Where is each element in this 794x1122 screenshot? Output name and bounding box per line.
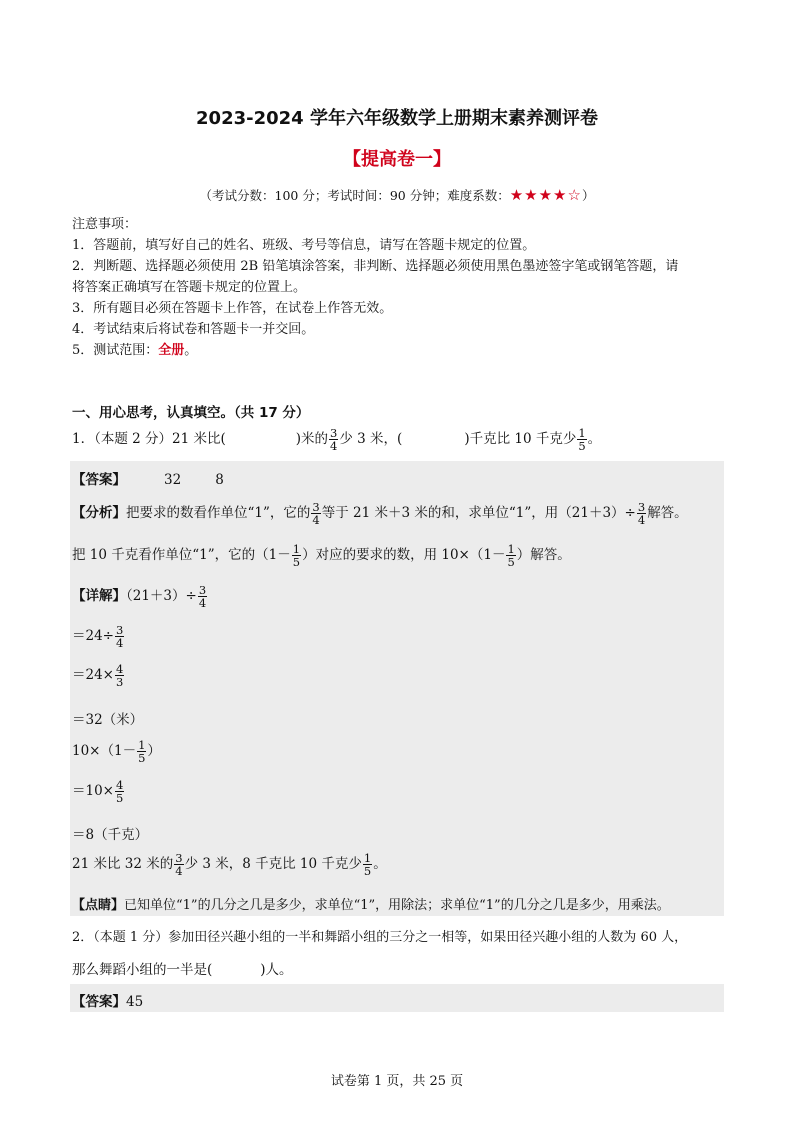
exam-info — [0, 186, 794, 204]
fraction: $\frac{1}{5}$ — [292, 542, 301, 569]
detail-line — [72, 584, 208, 609]
notes-item-5-prefix: 5．测试范围： — [72, 343, 159, 358]
page-title: 2023-2024 学年六年级数学上册期末素养测评卷 — [196, 108, 598, 129]
answer-value: 45 — [126, 994, 144, 1010]
fraction: $\frac{3}{4}$ — [312, 500, 320, 527]
notes-block — [72, 214, 678, 361]
q1-text: 1．（本题 2 分）21 米比( — [72, 431, 226, 447]
q1-analysis — [72, 501, 688, 526]
analysis-text: ）对应的要求的数，用 10×（1－ — [302, 547, 506, 563]
detail-line — [72, 624, 125, 649]
q1-solution-box — [70, 461, 724, 916]
detail-text: （21＋3）÷ — [126, 588, 197, 604]
q1-text: 。 — [587, 431, 602, 447]
section-heading: 一、用心思考，认真填空。（共 17 分） — [72, 405, 310, 421]
detail-text: ＝10× — [72, 783, 114, 799]
q1-analysis-2 — [72, 543, 571, 568]
analysis-text: 等于 21 米＋3 米的和，求单位“1”，用（21＋3）÷ — [321, 505, 636, 521]
detail-line: ＝8（千克） — [72, 827, 149, 843]
analysis-text: 把 10 千克看作单位“1”，它的（1－ — [72, 547, 291, 563]
q2-answer — [72, 990, 143, 1010]
fraction: $\frac{3}{4}$ — [116, 623, 124, 650]
notes-item-5 — [72, 340, 678, 361]
answer-value: 8 — [215, 472, 224, 488]
answer-label: 【答案】 — [72, 994, 126, 1010]
notes-item: 2．判断题、选择题必须使用 2B 铅笔填涂答案，非判断、选择题必须使用黑色墨迹签字笔或钢笔答题，请 — [72, 259, 679, 274]
conclusion-text: 21 米比 32 米的 — [72, 856, 174, 872]
question-2-line-2 — [72, 958, 293, 978]
detail-text: ＝24× — [72, 667, 114, 683]
answer-value: 32 — [164, 472, 182, 488]
page-subtitle: 【提高卷一】 — [343, 149, 451, 170]
difficulty-stars-filled: ★★★★ — [509, 186, 568, 204]
conclusion-text: 少 3 米，8 千克比 10 千克少 — [184, 856, 362, 872]
analysis-text: 把要求的数看作单位“1”，它的 — [126, 505, 311, 521]
analysis-label: 【分析】 — [72, 505, 126, 521]
conclusion-text: 。 — [373, 856, 387, 872]
detail-text: ＝24÷ — [72, 628, 114, 644]
notes-item: 1．答题前，填写好自己的姓名、班级、考号等信息，请写在答题卡规定的位置。 — [72, 238, 536, 253]
fraction: $\frac{3}{4}$ — [330, 426, 338, 453]
fraction: $\frac{4}{3}$ — [116, 662, 124, 689]
analysis-text: ）解答。 — [516, 547, 571, 563]
notes-item-5-suffix: 。 — [184, 343, 198, 358]
question-1 — [72, 427, 601, 452]
detail-label: 【详解】 — [72, 588, 126, 604]
answer-label: 【答案】 — [72, 472, 126, 488]
scope-highlight: 全册 — [158, 343, 185, 358]
fraction: $\frac{1}{5}$ — [507, 542, 515, 569]
fraction: $\frac{3}{4}$ — [637, 500, 646, 527]
fraction: $\frac{1}{5}$ — [138, 738, 146, 765]
detail-text: ） — [147, 743, 161, 759]
q1-text: 少 3 米，( — [339, 431, 403, 447]
notes-heading: 注意事项： — [72, 217, 138, 232]
difficulty-stars-empty: ☆ — [567, 186, 582, 204]
q2-text: 那么舞蹈小组的一半是( — [72, 962, 213, 978]
fraction: $\frac{1}{5}$ — [363, 851, 372, 878]
point-label: 【点睛】 — [72, 898, 125, 913]
analysis-text: 解答。 — [647, 505, 688, 521]
fraction: $\frac{3}{4}$ — [175, 851, 183, 878]
detail-line: ＝32（米） — [72, 712, 144, 728]
q2-text: )人。 — [260, 962, 293, 978]
detail-text: 10×（1－ — [72, 743, 137, 759]
notes-item: 3．所有题目必须在答题卡上作答，在试卷上作答无效。 — [72, 301, 393, 316]
q1-conclusion — [72, 852, 387, 877]
q2-solution-box — [70, 984, 724, 1012]
exam-info-suffix: ） — [581, 188, 595, 203]
fraction: $\frac{4}{5}$ — [116, 778, 124, 805]
q1-text: )千克比 10 千克少 — [464, 431, 577, 447]
page-footer: 试卷第 1 页，共 25 页 — [330, 1074, 464, 1089]
q1-point — [72, 894, 670, 913]
question-2-line-1: 2．（本题 1 分）参加田径兴趣小组的一半和舞蹈小组的三分之一相等，如果田径兴趣小组的人数为 60 人， — [72, 930, 688, 945]
fraction: $\frac{1}{5}$ — [578, 426, 586, 453]
notes-item: 4．考试结束后将试卷和答题卡一并交回。 — [72, 322, 315, 337]
notes-item: 将答案正确填写在答题卡规定的位置上。 — [72, 280, 307, 295]
exam-info-text: （考试分数：100 分；考试时间：90 分钟；难度系数： — [199, 188, 510, 203]
detail-line — [72, 663, 125, 688]
point-text: 已知单位“1”的几分之几是多少，求单位“1”，用除法；求单位“1”的几分之几是多少，用乘法。 — [124, 898, 670, 913]
q1-text: )米的 — [295, 431, 329, 447]
detail-line — [72, 739, 161, 764]
fraction: $\frac{3}{4}$ — [198, 583, 207, 610]
q1-answer — [72, 468, 224, 488]
detail-line — [72, 779, 125, 804]
